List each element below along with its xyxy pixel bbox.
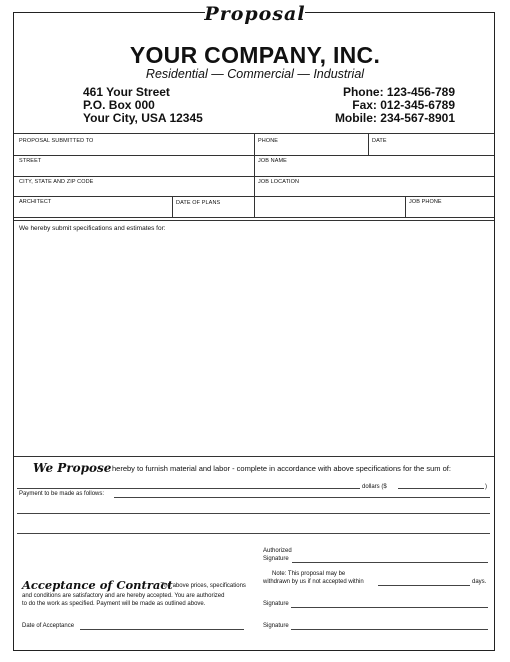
address-line-1: 461 Your Street <box>83 85 170 99</box>
label-architect: ARCHITECT <box>19 199 52 205</box>
grid-divider-main <box>254 133 255 217</box>
label-street: STREET <box>19 158 42 164</box>
address-line-2: P.O. Box 000 <box>83 98 155 112</box>
acceptance-signature2-line <box>291 629 488 630</box>
payment-line-1 <box>114 497 490 498</box>
label-date-of-plans: DATE OF PLANS <box>176 200 221 206</box>
sum-words-line <box>17 488 360 489</box>
withdrawal-note-1: Note: This proposal may be <box>272 571 346 577</box>
withdrawal-note-2: withdrawn by us if not accepted within <box>263 579 364 585</box>
company-address <box>83 86 203 125</box>
dollars-close: ) <box>485 484 487 490</box>
company-tagline: Residential — Commercial — Industrial <box>145 67 365 81</box>
authorized-signature-label: Signature <box>263 556 289 562</box>
we-propose-title: We Propose <box>33 461 112 475</box>
payment-label: Payment to be made as follows: <box>19 491 105 497</box>
contact-fax: Fax: 012-345-6789 <box>352 98 455 112</box>
label-job-phone: JOB PHONE <box>409 199 442 205</box>
acceptance-title: Acceptance of Contract <box>22 578 173 592</box>
acceptance-signature2-label: Signature <box>263 623 289 629</box>
withdrawal-days-line <box>378 585 470 586</box>
label-submitted-to: PROPOSAL SUBMITTED TO <box>19 138 94 144</box>
payment-line-3 <box>17 533 490 534</box>
label-job-location: JOB LOCATION <box>258 179 300 185</box>
propose-top-line <box>14 456 494 457</box>
contact-phone: Phone: 123-456-789 <box>342 85 455 99</box>
payment-line-2 <box>17 513 490 514</box>
acceptance-signature-line <box>291 607 488 608</box>
label-job-name: JOB NAME <box>258 158 287 164</box>
authorized-label: Authorized <box>263 548 292 554</box>
date-of-acceptance-label: Date of Acceptance <box>22 623 75 629</box>
grid-divider-plans <box>172 196 173 217</box>
acceptance-text-3: to do the work as specified. Payment will be made as outlined above. <box>22 601 206 607</box>
grid-divider-date <box>368 133 369 155</box>
address-line-3: Your City, USA 12345 <box>83 111 203 125</box>
acceptance-text-1: - The above prices, specifications <box>157 583 246 589</box>
proposal-banner: Proposal <box>204 3 306 25</box>
company-contact <box>335 86 455 125</box>
company-name: YOUR COMPANY, INC. <box>129 42 381 68</box>
label-city: CITY, STATE AND ZIP CODE <box>19 179 94 185</box>
acceptance-signature-label: Signature <box>263 601 289 607</box>
contact-mobile: Mobile: 234-567-8901 <box>334 111 455 125</box>
grid-divider-jobphone <box>405 196 406 217</box>
acceptance-text-2: and conditions are satisfactory and are hereby accepted. You are authorized <box>22 593 225 599</box>
grid-line-5 <box>14 220 494 221</box>
specs-intro: We hereby submit specifications and estimates for: <box>19 225 166 232</box>
propose-text: hereby to furnish material and labor - complete in accordance with above specifications for the sum of: <box>112 464 451 473</box>
days-label: days. <box>472 579 487 585</box>
authorized-signature-line <box>292 562 488 563</box>
grid-line-4 <box>14 217 494 218</box>
label-date: DATE <box>372 138 387 144</box>
label-phone: PHONE <box>258 138 279 144</box>
date-of-acceptance-line <box>80 629 244 630</box>
dollars-amount-line <box>398 488 484 489</box>
dollars-label: dollars ($ <box>362 484 387 490</box>
